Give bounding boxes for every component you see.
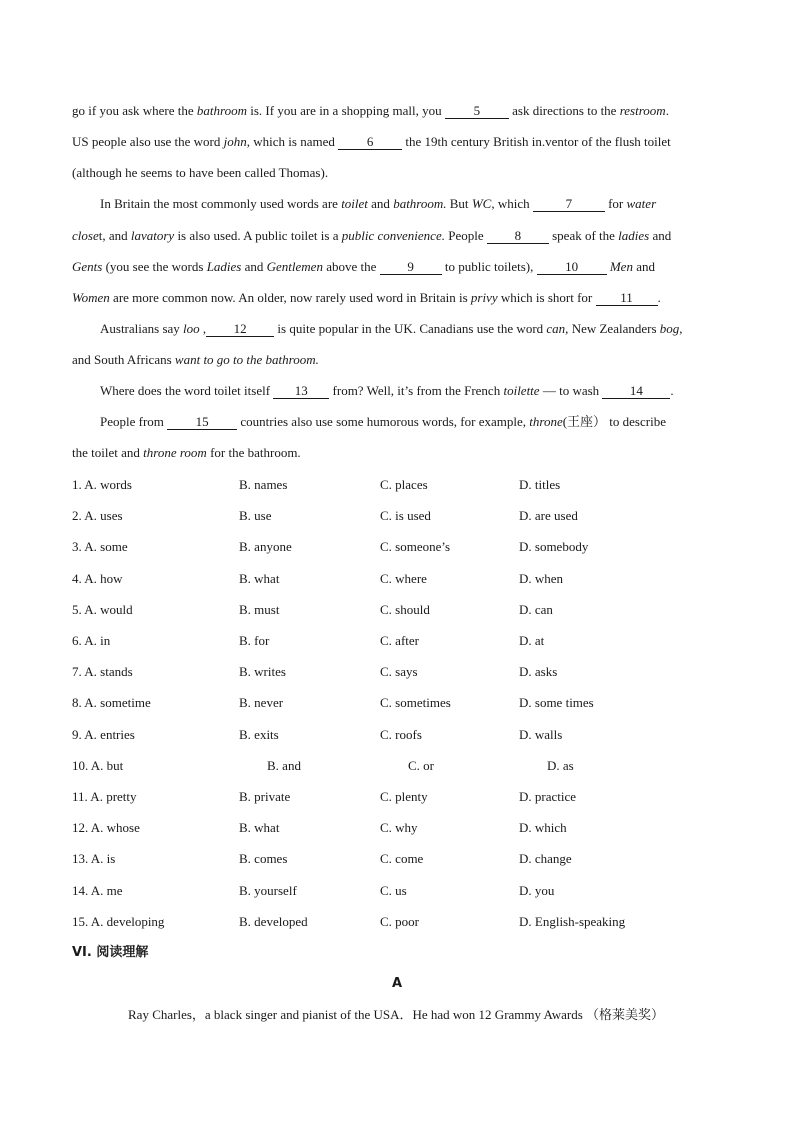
option-5-B[interactable]: B. must bbox=[239, 602, 280, 617]
option-4-D[interactable]: D. when bbox=[519, 571, 564, 586]
reading-first-line: Ray Charles，a black singer and pianist of the USA．He had won 12 Grammy Awards （格莱美奖） bbox=[128, 1007, 665, 1022]
option-14-C[interactable]: C. us bbox=[380, 883, 407, 898]
option-7-A[interactable]: 7. A. stands bbox=[72, 664, 133, 679]
option-11-A[interactable]: 11. A. pretty bbox=[72, 789, 137, 804]
option-6-D[interactable]: D. at bbox=[519, 633, 545, 648]
option-12-D[interactable]: D. which bbox=[519, 820, 567, 835]
option-14-B[interactable]: B. yourself bbox=[239, 883, 297, 898]
option-14-A[interactable]: 14. A. me bbox=[72, 883, 123, 898]
option-11-D[interactable]: D. practice bbox=[519, 789, 577, 804]
option-9-A[interactable]: 9. A. entries bbox=[72, 727, 135, 742]
blank-10[interactable]: 10 bbox=[537, 260, 607, 275]
option-2-C[interactable]: C. is used bbox=[380, 508, 431, 523]
option-10-A[interactable]: 10. A. but bbox=[72, 758, 124, 773]
option-1-D[interactable]: D. titles bbox=[519, 477, 561, 492]
option-12-C[interactable]: C. why bbox=[380, 820, 418, 835]
option-4-C[interactable]: C. where bbox=[380, 571, 427, 586]
passage-a-title: A bbox=[391, 976, 403, 991]
option-13-C[interactable]: C. come bbox=[380, 851, 424, 866]
option-15-C[interactable]: C. poor bbox=[380, 914, 419, 929]
option-15-D[interactable]: D. English-speaking bbox=[519, 914, 626, 929]
option-7-B[interactable]: B. writes bbox=[239, 664, 286, 679]
option-8-A[interactable]: 8. A. sometime bbox=[72, 695, 151, 710]
option-11-C[interactable]: C. plenty bbox=[380, 789, 428, 804]
passage-line-6: Gents (you see the words Ladies and Gentlemen above the 9 to public toilets), 10 Men and bbox=[72, 259, 655, 274]
option-8-D[interactable]: D. some times bbox=[519, 695, 594, 710]
option-9-C[interactable]: C. roofs bbox=[380, 727, 422, 742]
passage-line-2: US people also use the word john, which is named 6 the 19th century British in.ventor of the flush toilet bbox=[72, 134, 671, 149]
blank-9[interactable]: 9 bbox=[380, 260, 442, 275]
blank-11[interactable]: 11 bbox=[596, 291, 658, 306]
passage-line-3: (although he seems to have been called Thomas). bbox=[72, 165, 329, 180]
option-10-C[interactable]: C. or bbox=[408, 758, 434, 773]
passage-line-9: and South Africans want to go to the bathroom. bbox=[72, 352, 319, 367]
option-3-D[interactable]: D. somebody bbox=[519, 539, 589, 554]
option-13-B[interactable]: B. comes bbox=[239, 851, 288, 866]
option-6-A[interactable]: 6. A. in bbox=[72, 633, 111, 648]
blank-13[interactable]: 13 bbox=[273, 384, 329, 399]
option-1-B[interactable]: B. names bbox=[239, 477, 288, 492]
option-10-B[interactable]: B. and bbox=[267, 758, 301, 773]
blank-14[interactable]: 14 bbox=[602, 384, 670, 399]
option-2-A[interactable]: 2. A. uses bbox=[72, 508, 123, 523]
option-11-B[interactable]: B. private bbox=[239, 789, 291, 804]
option-8-C[interactable]: C. sometimes bbox=[380, 695, 451, 710]
option-4-A[interactable]: 4. A. how bbox=[72, 571, 123, 586]
option-3-A[interactable]: 3. A. some bbox=[72, 539, 128, 554]
option-8-B[interactable]: B. never bbox=[239, 695, 284, 710]
option-9-D[interactable]: D. walls bbox=[519, 727, 563, 742]
passage-line-1: go if you ask where the bathroom is. If you are in a shopping mall, you 5 ask directions to the restroom. bbox=[72, 103, 669, 118]
option-7-C[interactable]: C. says bbox=[380, 664, 418, 679]
option-12-B[interactable]: B. what bbox=[239, 820, 280, 835]
option-7-D[interactable]: D. asks bbox=[519, 664, 558, 679]
option-2-D[interactable]: D. are used bbox=[519, 508, 578, 523]
option-15-A[interactable]: 15. A. developing bbox=[72, 914, 165, 929]
option-13-D[interactable]: D. change bbox=[519, 851, 572, 866]
option-1-C[interactable]: C. places bbox=[380, 477, 428, 492]
passage-line-10: Where does the word toilet itself 13 from? Well, it’s from the French toilette — to wash 14 . bbox=[100, 383, 674, 398]
option-9-B[interactable]: B. exits bbox=[239, 727, 279, 742]
option-6-C[interactable]: C. after bbox=[380, 633, 419, 648]
blank-8[interactable]: 8 bbox=[487, 229, 549, 244]
option-14-D[interactable]: D. you bbox=[519, 883, 555, 898]
option-4-B[interactable]: B. what bbox=[239, 571, 280, 586]
passage-line-11: People from 15 countries also use some humorous words, for example, throne(王座） to describe bbox=[100, 414, 666, 429]
passage-line-7: Women are more common now. An older, now rarely used word in Britain is privy which is short for 11 . bbox=[72, 290, 661, 305]
blank-6[interactable]: 6 bbox=[338, 135, 402, 150]
option-5-D[interactable]: D. can bbox=[519, 602, 553, 617]
blank-15[interactable]: 15 bbox=[167, 415, 237, 430]
option-12-A[interactable]: 12. A. whose bbox=[72, 820, 140, 835]
blank-12[interactable]: 12 bbox=[206, 322, 274, 337]
blank-5[interactable]: 5 bbox=[445, 104, 509, 119]
option-5-C[interactable]: C. should bbox=[380, 602, 430, 617]
passage-line-8: Australians say loo , 12 is quite popular in the UK. Canadians use the word can, New Zealanders bog, bbox=[100, 321, 683, 336]
section-title: VI. 阅读理解 bbox=[72, 945, 149, 960]
option-15-B[interactable]: B. developed bbox=[239, 914, 308, 929]
option-10-D[interactable]: D. as bbox=[547, 758, 574, 773]
option-3-B[interactable]: B. anyone bbox=[239, 539, 292, 554]
blank-7[interactable]: 7 bbox=[533, 197, 605, 212]
option-6-B[interactable]: B. for bbox=[239, 633, 270, 648]
option-2-B[interactable]: B. use bbox=[239, 508, 272, 523]
passage-line-4: In Britain the most commonly used words are toilet and bathroom. But WC, which 7 for water bbox=[100, 196, 657, 211]
option-5-A[interactable]: 5. A. would bbox=[72, 602, 133, 617]
option-13-A[interactable]: 13. A. is bbox=[72, 851, 116, 866]
passage-line-12: the toilet and throne room for the bathroom. bbox=[72, 445, 301, 460]
passage-line-5: closet, and lavatory is also used. A public toilet is a public convenience. People 8 speak of the ladies and bbox=[72, 228, 672, 243]
option-3-C[interactable]: C. someone’s bbox=[380, 539, 451, 554]
option-1-A[interactable]: 1. A. words bbox=[72, 477, 132, 492]
